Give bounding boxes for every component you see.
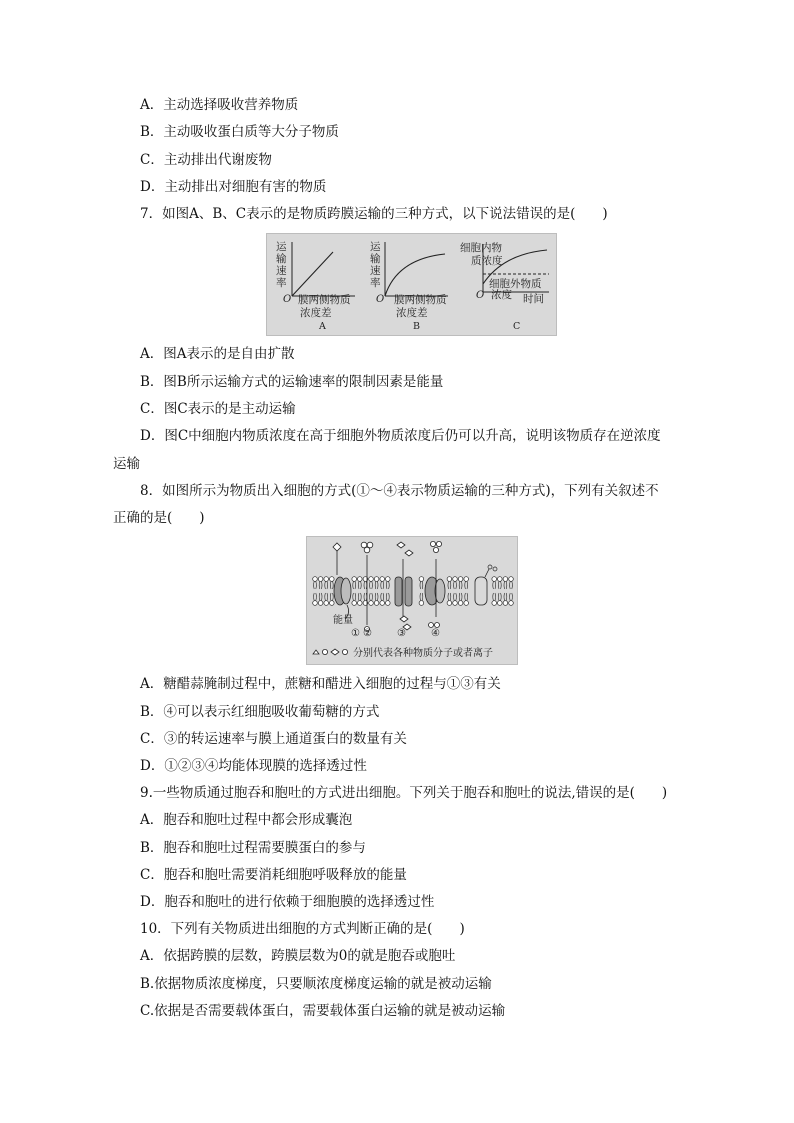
q7-option-b: B．图B所示运输方式的运输速率的限制因素是能量 (140, 374, 444, 390)
q8-legend-text: 分别代表各种物质分子或者离子 (353, 648, 493, 659)
q7-b-ylabel-3: 速 (370, 265, 381, 277)
q7-c-curve-label-2: 浓度 (491, 289, 512, 301)
q10-option-b: B.依据物质浓度梯度，只要顺浓度梯度运输的就是被动运输 (140, 976, 492, 992)
q8-membrane-figure (306, 536, 518, 665)
q7-c-origin: O (476, 290, 485, 301)
q6-option-a: A．主动选择吸收营养物质 (140, 97, 299, 113)
q7-a-xlabel-1: 膜两侧物质 (298, 294, 351, 306)
q8-channel-protein (395, 577, 412, 606)
q9-stem: 9.一些物质通过胞吞和胞吐的方式进出细胞。下列关于胞吞和胞吐的说法,错误的是( ) (140, 785, 668, 801)
q7-option-a: A．图A表示的是自由扩散 (140, 346, 295, 362)
q10-option-c: C.依据是否需要载体蛋白，需要载体蛋白运输的就是被动运输 (140, 1003, 506, 1019)
q8-number-4: ④ (431, 628, 440, 639)
q7-line-a (292, 252, 333, 296)
q7-curve-b (385, 254, 445, 296)
q7-c-curve-label-1: 细胞外物质 (489, 278, 542, 290)
q7-option-c: C．图C表示的是主动运输 (140, 401, 296, 417)
q7-c-ylabel-1: 细胞内物 (460, 242, 502, 254)
q7-a-ylabel-4: 率 (276, 277, 287, 289)
q7-graph-b (370, 241, 448, 332)
q8-option-a: A．糖醋蒜腌制过程中，蔗糖和醋进入细胞的过程与①③有关 (140, 676, 501, 692)
q7-c-panel-label: C (513, 321, 521, 332)
q8-carrier-protein-1 (334, 577, 351, 605)
q7-graph-c (460, 241, 549, 332)
q10-stem: 10．下列有关物质进出细胞的方式判断正确的是( ) (140, 921, 465, 937)
q7-option-d: D．图C中细胞内物质浓度在高于细胞外物质浓度后仍可以升高，说明该物质存在逆浓度 (140, 428, 661, 444)
q8-number-1: ① (351, 628, 360, 639)
q8-stem-line-2: 正确的是( ) (113, 510, 205, 526)
q7-c-ylabel-2: 质浓度 (471, 255, 503, 267)
q8-membrane-protein-right (475, 565, 497, 605)
q7-a-ylabel-1: 运 (276, 241, 287, 253)
q8-number-2: ② (363, 628, 372, 639)
q7-stem: 7．如图A、B、C表示的是物质跨膜运输的三种方式，以下说法错误的是( ) (140, 206, 608, 222)
q8-stem-line-1: 8．如图所示为物质出入细胞的方式(①～④表示物质运输的三种方式)，下列有关叙述不 (140, 483, 659, 499)
q7-b-origin: O (376, 294, 385, 305)
q7-b-xlabel-1: 膜两侧物质 (394, 294, 447, 306)
q7-b-ylabel-4: 率 (370, 277, 381, 289)
q10-option-a: A．依据跨膜的层数，跨膜层数为0的就是胞吞或胞吐 (140, 948, 456, 964)
q7-c-xlabel: 时间 (523, 293, 544, 305)
q6-option-d: D．主动排出对细胞有害的物质 (140, 179, 327, 195)
q7-a-panel-label: A (319, 321, 326, 332)
q9-option-c: C．胞吞和胞吐需要消耗细胞呼吸释放的能量 (140, 867, 407, 883)
q7-a-origin: O (283, 294, 292, 305)
q8-number-3: ③ (397, 628, 406, 639)
q8-option-c: C．③的转运速率与膜上通道蛋白的数量有关 (140, 731, 407, 747)
q6-option-b: B．主动吸收蛋白质等大分子物质 (140, 124, 339, 140)
q9-option-d: D．胞吞和胞吐的进行依赖于细胞膜的选择透过性 (140, 894, 435, 910)
q7-graph-a (276, 241, 355, 332)
q9-option-a: A．胞吞和胞吐过程中都会形成囊泡 (140, 812, 353, 828)
q7-b-ylabel-1: 运 (370, 241, 381, 253)
q9-option-b: B．胞吞和胞吐过程需要膜蛋白的参与 (140, 840, 366, 856)
q8-option-b: B．④可以表示红细胞吸收葡萄糖的方式 (140, 704, 380, 720)
q7-a-ylabel-2: 输 (276, 253, 287, 265)
q7-b-panel-label: B (413, 321, 420, 332)
q7-b-ylabel-2: 输 (370, 253, 381, 265)
q8-legend-symbols (313, 649, 348, 655)
q7-a-ylabel-3: 速 (276, 265, 287, 277)
q8-carrier-protein-2 (425, 577, 445, 605)
q7-a-xlabel-2: 浓度差 (300, 307, 332, 319)
q7-option-d-continuation: 运输 (113, 456, 140, 472)
q6-option-c: C．主动排出代谢废物 (140, 152, 272, 168)
q7-b-xlabel-2: 浓度差 (396, 307, 428, 319)
q8-option-d: D．①②③④均能体现膜的选择透过性 (140, 758, 367, 774)
q8-energy-label: 能量 (333, 615, 353, 626)
q7-figure (266, 233, 557, 336)
